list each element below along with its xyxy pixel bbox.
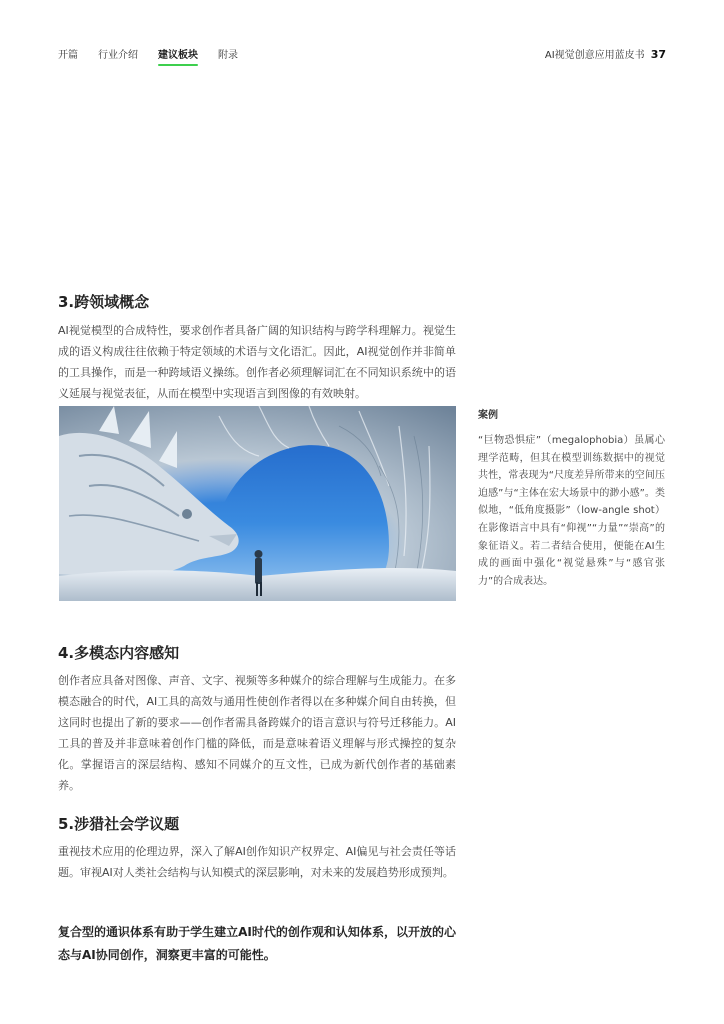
document-title: AI视觉创意应用蓝皮书 (544, 50, 645, 61)
case-label: 案例 (478, 410, 498, 421)
section-paragraph-cross-domain: AI视觉模型的合成特性，要求创作者具备广阔的知识结构与跨学科理解力。视觉生成的语义构成往往依赖于特定领域的术语与文化语汇。因此，AI视觉创作并非简单的工具操作，而是一种跨域语义操练。创作者必须理解词汇在不同知识系统中的语义延展与视觉表征，从而在模型中实现语言到图像的有效映射。 (58, 324, 456, 400)
nav-item-opening[interactable]: 开篇 (58, 50, 78, 61)
page-number: 37 (650, 48, 666, 61)
case-description: “巨物恐惧症”（megalophobia）虽属心理学范畴，但其在模型训练数据中的视觉共性，常表现为“尺度差异所带来的空间压迫感”与“主体在宏大场景中的渺小感”。类似地，“低角度摄影”（low-angle shot）在影像语言中具有“仰视”“力量”“崇高”的象征语义。若二者结合使用，便能在AI生成的画面中强化“视觉悬殊”与“感官张力”的合成表达。 (478, 435, 665, 587)
dragon-cave-image (59, 406, 456, 601)
section-paragraph-multimodal: 创作者应具备对图像、声音、文字、视频等多种媒介的综合理解与生成能力。在多模态融合的时代，AI工具的高效与通用性使创作者得以在多种媒介间自由转换，但这同时也提出了新的要求——创作者需具备跨媒介的语言意识与符号迁移能力。AI工具的普及并非意味着创作门槛的降低，而是意味着语义理解与形式操控的复杂化。掌握语言的深层结构、感知不同媒介的互文性，已成为新代创作者的基础素养。 (58, 674, 456, 792)
section-paragraph-sociology: 重视技术应用的伦理边界，深入了解AI创作知识产权界定、AI偏见与社会责任等话题。审视AI对人类社会结构与认知模式的深层影响，对未来的发展趋势形成预判。 (58, 845, 456, 879)
dragon-cave-illustration (59, 406, 456, 601)
nav-item-industry[interactable]: 行业介绍 (98, 50, 138, 61)
nav-item-suggestions[interactable]: 建议板块 (158, 46, 198, 61)
nav-item-appendix[interactable]: 附录 (218, 50, 238, 61)
section-title-sociology: 5.涉猎社会学议题 (58, 815, 180, 833)
document-header (545, 46, 666, 61)
section-title-cross-domain: 3.跨领域概念 (58, 293, 150, 311)
conclusion-statement: 复合型的通识体系有助于学生建立AI时代的创作观和认知体系，以开放的心态与AI协同创作，洞察更丰富的可能性。 (58, 925, 456, 962)
section-title-multimodal: 4.多模态内容感知 (58, 644, 180, 662)
top-navigation (58, 46, 238, 61)
